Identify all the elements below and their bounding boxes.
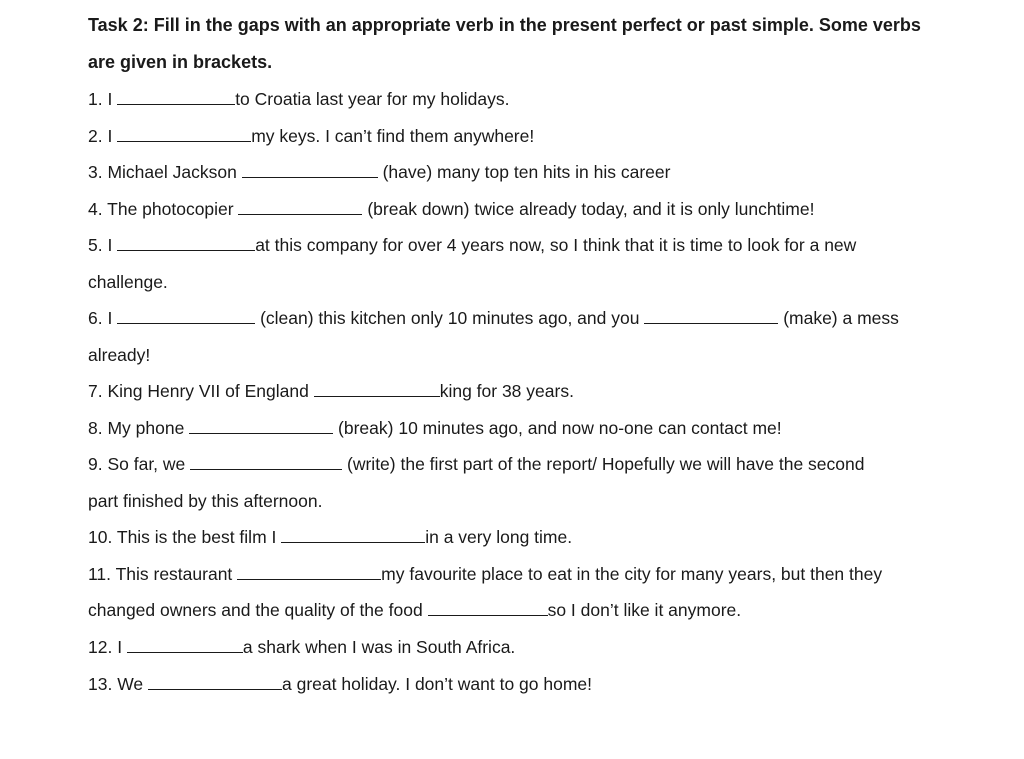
answer-gap[interactable] bbox=[428, 599, 548, 616]
item-text: 10. This is the best film I bbox=[88, 527, 282, 547]
exercise-item-4 bbox=[88, 198, 814, 220]
answer-gap[interactable] bbox=[238, 198, 362, 215]
answer-gap[interactable] bbox=[644, 307, 778, 324]
answer-gap[interactable] bbox=[117, 307, 255, 324]
answer-gap[interactable] bbox=[117, 88, 235, 105]
item-text: 1. I bbox=[88, 89, 118, 109]
item-text: (break down) twice already today, and it is only lunchtime! bbox=[367, 199, 815, 219]
exercise-item-11-continued bbox=[88, 599, 741, 621]
answer-gap[interactable] bbox=[242, 161, 378, 178]
item-text: 9. So far, we bbox=[88, 454, 191, 474]
answer-gap[interactable] bbox=[281, 526, 425, 543]
exercise-item-8 bbox=[88, 417, 782, 439]
item-text: (make) a mess bbox=[783, 308, 899, 328]
item-text: 2. I bbox=[88, 126, 118, 146]
item-text: at this company for over 4 years now, so I think that it is time to look for a new bbox=[255, 235, 857, 255]
task-title-line-2: are given in brackets. bbox=[88, 52, 273, 72]
exercise-item-5 bbox=[88, 234, 856, 256]
item-text: 12. I bbox=[88, 637, 127, 657]
item-text: 11. This restaurant bbox=[88, 564, 238, 584]
item-text: so I don’t like it anymore. bbox=[547, 600, 742, 620]
exercise-item-9 bbox=[88, 453, 864, 475]
item-text: my favourite place to eat in the city for many years, but then they bbox=[381, 564, 883, 584]
item-text: to Croatia last year for my holidays. bbox=[235, 89, 510, 109]
item-text: king for 38 years. bbox=[439, 381, 574, 401]
item-text: 7. King Henry VII of England bbox=[88, 381, 314, 401]
answer-gap[interactable] bbox=[190, 453, 342, 470]
exercise-item-9-continued: part finished by this afternoon. bbox=[88, 491, 323, 511]
exercise-item-1 bbox=[88, 88, 509, 110]
item-text: 3. Michael Jackson bbox=[88, 162, 242, 182]
exercise-item-11 bbox=[88, 563, 882, 585]
item-text: my keys. I can’t find them anywhere! bbox=[251, 126, 535, 146]
exercise-item-13 bbox=[88, 673, 592, 695]
item-text: (clean) this kitchen only 10 minutes ago, and you bbox=[260, 308, 645, 328]
exercise-item-12 bbox=[88, 636, 515, 658]
exercise-item-6-continued: already! bbox=[88, 345, 151, 365]
exercise-item-2 bbox=[88, 125, 534, 147]
item-text: 13. We bbox=[88, 674, 148, 694]
item-text: 6. I bbox=[88, 308, 118, 328]
answer-gap[interactable] bbox=[189, 417, 333, 434]
answer-gap[interactable] bbox=[117, 234, 255, 251]
answer-gap[interactable] bbox=[127, 636, 243, 653]
item-text: (write) the first part of the report/ Hopefully we will have the second bbox=[347, 454, 865, 474]
item-text: 8. My phone bbox=[88, 418, 190, 438]
exercise-item-7 bbox=[88, 380, 574, 402]
item-text: (have) many top ten hits in his career bbox=[382, 162, 671, 182]
item-text: (break) 10 minutes ago, and now no-one can contact me! bbox=[338, 418, 782, 438]
answer-gap[interactable] bbox=[314, 380, 440, 397]
item-text: in a very long time. bbox=[425, 527, 573, 547]
exercise-item-5-continued: challenge. bbox=[88, 272, 168, 292]
item-text: a shark when I was in South Africa. bbox=[242, 637, 516, 657]
task-title-line-1: Task 2: Fill in the gaps with an appropriate verb in the present perfect or past simple. Some verbs bbox=[88, 15, 921, 35]
item-text: changed owners and the quality of the food bbox=[88, 600, 428, 620]
answer-gap[interactable] bbox=[148, 673, 282, 690]
item-text: a great holiday. I don’t want to go home! bbox=[282, 674, 593, 694]
exercise-item-10 bbox=[88, 526, 572, 548]
item-text: 4. The photocopier bbox=[88, 199, 239, 219]
exercise-item-3 bbox=[88, 161, 670, 183]
exercise-item-6 bbox=[88, 307, 899, 329]
item-text: 5. I bbox=[88, 235, 118, 255]
answer-gap[interactable] bbox=[237, 563, 381, 580]
answer-gap[interactable] bbox=[117, 125, 251, 142]
